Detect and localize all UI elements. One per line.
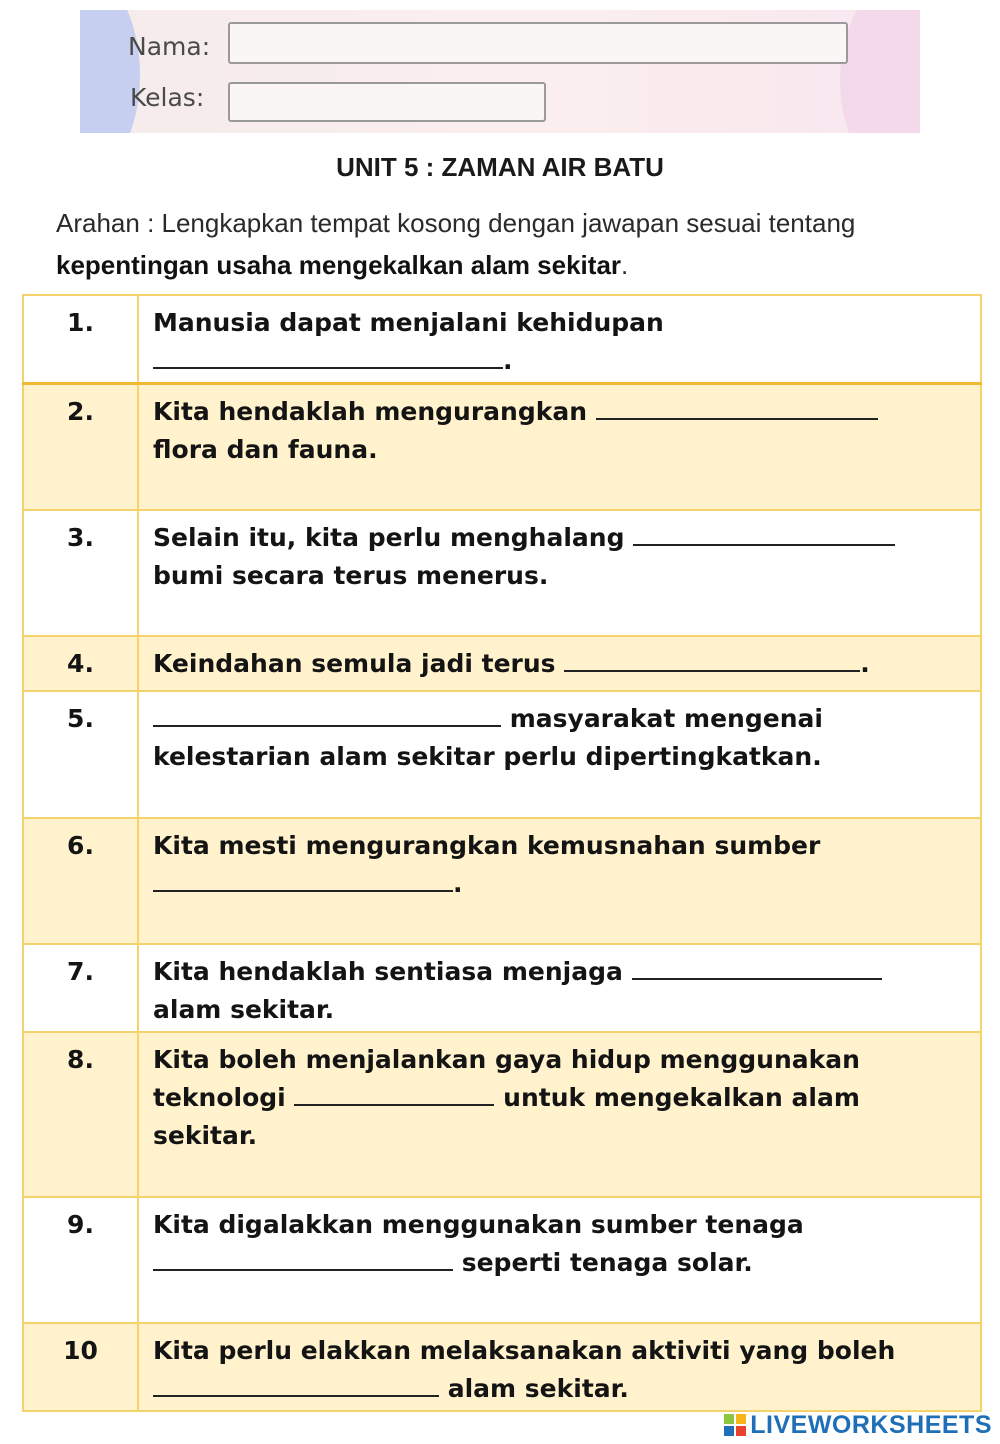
- question-text: [138, 295, 981, 383]
- question-number: 9.: [23, 1197, 138, 1323]
- question-text: [138, 1197, 981, 1323]
- banner-decoration-right: [840, 10, 920, 133]
- question-table: [22, 294, 982, 1412]
- question-text: [138, 636, 981, 691]
- logo-text: LIVEWORKSHEETS: [750, 1410, 992, 1439]
- question-text: [138, 691, 981, 818]
- question-text-after: masyarakat mengenai kelestarian alam sekitar perlu dipertingkatkan.: [153, 704, 823, 771]
- question-row: [23, 1032, 981, 1197]
- question-text: [138, 818, 981, 944]
- answer-blank[interactable]: [153, 1245, 453, 1271]
- page-title: UNIT 5 : ZAMAN AIR BATU: [336, 152, 664, 182]
- answer-blank[interactable]: [153, 701, 501, 727]
- question-text-before: Selain itu, kita perlu menghalang: [153, 523, 625, 552]
- class-field[interactable]: [228, 82, 546, 122]
- question-text-before: Kita perlu elakkan melaksanakan aktiviti yang boleh: [153, 1336, 896, 1365]
- question-number: 5.: [23, 691, 138, 818]
- answer-blank[interactable]: [632, 954, 882, 980]
- answer-blank[interactable]: [153, 343, 503, 369]
- question-text-after: alam sekitar.: [447, 1374, 629, 1403]
- question-text-before: Kita digalakkan menggunakan sumber tenaga: [153, 1210, 804, 1239]
- class-label: Kelas:: [130, 83, 205, 112]
- student-info-banner: [80, 10, 920, 133]
- question-text-after: seperti tenaga solar.: [461, 1248, 753, 1277]
- answer-blank[interactable]: [633, 520, 895, 546]
- instructions: [56, 202, 956, 286]
- answer-blank[interactable]: [596, 394, 878, 420]
- question-text-before: Manusia dapat menjalani kehidupan: [153, 308, 664, 337]
- question-text-after: untuk mengekalkan alam sekitar.: [153, 1083, 860, 1150]
- question-row: [23, 691, 981, 818]
- question-number: 1.: [23, 295, 138, 383]
- question-number: 2.: [23, 383, 138, 510]
- question-text: [138, 1032, 981, 1197]
- question-text-after: bumi secara terus menerus.: [153, 561, 549, 590]
- question-row: [23, 383, 981, 510]
- question-text-before: Keindahan semula jadi terus: [153, 649, 556, 678]
- answer-blank[interactable]: [564, 646, 860, 672]
- question-text-before: Kita boleh menjalankan gaya hidup menggunakan teknologi: [153, 1045, 860, 1112]
- question-text-before: Kita hendaklah mengurangkan: [153, 396, 588, 426]
- instructions-suffix: .: [621, 250, 629, 280]
- question-number: 3.: [23, 510, 138, 636]
- question-text-before: Kita mesti mengurangkan kemusnahan sumber: [153, 831, 821, 860]
- question-text: [138, 510, 981, 636]
- question-number: 7.: [23, 944, 138, 1032]
- liveworksheets-logo-icon: [724, 1414, 746, 1436]
- question-number: 4.: [23, 636, 138, 691]
- instructions-bold: kepentingan usaha mengekalkan alam sekitar: [56, 250, 622, 280]
- question-text-after: .: [860, 649, 870, 678]
- question-text-after: .: [503, 346, 513, 375]
- question-row: [23, 818, 981, 944]
- question-number: 6.: [23, 818, 138, 944]
- question-text-after: alam sekitar.: [153, 995, 335, 1024]
- answer-blank[interactable]: [153, 1371, 439, 1397]
- name-label: Nama:: [128, 32, 211, 61]
- answer-blank[interactable]: [294, 1080, 494, 1106]
- question-text-after: flora dan fauna.: [153, 434, 378, 464]
- question-row: [23, 510, 981, 636]
- question-text-after: .: [453, 869, 463, 898]
- banner-decoration-left: [80, 10, 140, 133]
- question-row: [23, 944, 981, 1032]
- answer-blank[interactable]: [153, 866, 453, 892]
- liveworksheets-logo: [724, 1410, 992, 1440]
- instructions-prefix: Arahan : Lengkapkan tempat kosong dengan jawapan sesuai tentang: [56, 208, 856, 238]
- question-text-before: Kita hendaklah sentiasa menjaga: [153, 957, 623, 986]
- question-text: [138, 1323, 981, 1411]
- question-text: [138, 944, 981, 1032]
- question-number: 10: [23, 1323, 138, 1411]
- question-row: [23, 1323, 981, 1411]
- question-row: [23, 636, 981, 691]
- question-row: [23, 1197, 981, 1323]
- question-row: [23, 295, 981, 383]
- question-number: 8.: [23, 1032, 138, 1197]
- question-text: [138, 383, 981, 510]
- name-field[interactable]: [228, 22, 848, 64]
